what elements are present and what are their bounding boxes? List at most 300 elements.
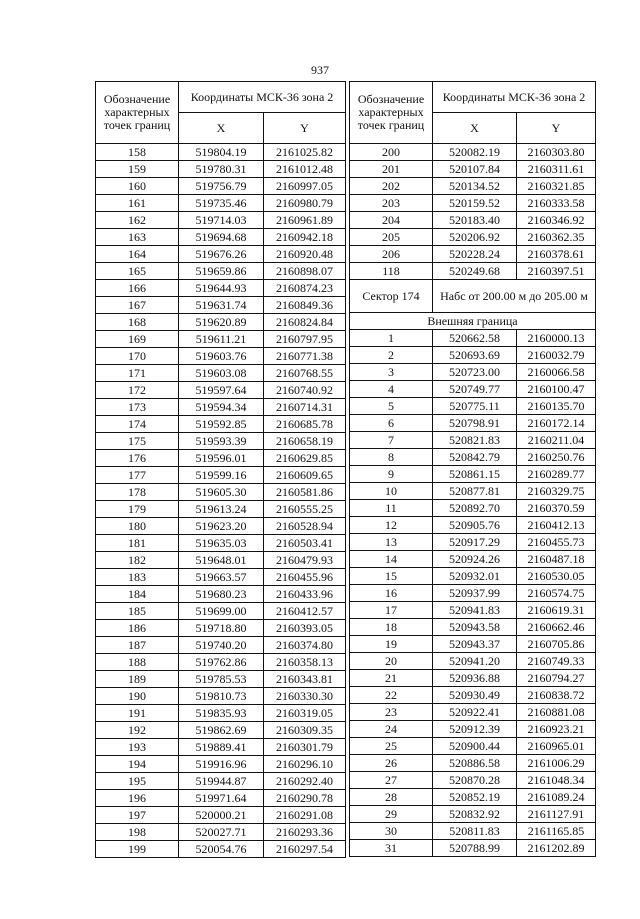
x-coordinate-cell: 520905.76 bbox=[433, 517, 517, 534]
point-id-cell: 158 bbox=[96, 144, 179, 161]
y-coordinate-cell: 2160000.13 bbox=[517, 330, 596, 347]
table-row bbox=[96, 603, 346, 620]
point-id-cell: 12 bbox=[350, 517, 433, 534]
x-coordinate-cell: 519740.20 bbox=[179, 637, 264, 654]
point-id-cell: 180 bbox=[96, 518, 179, 535]
point-id-cell: 10 bbox=[350, 483, 433, 500]
point-id-cell: 7 bbox=[350, 432, 433, 449]
sector-block bbox=[350, 280, 596, 330]
x-coordinate-cell: 520842.79 bbox=[433, 449, 517, 466]
table-row bbox=[350, 330, 596, 347]
x-coordinate-cell: 520749.77 bbox=[433, 381, 517, 398]
y-coordinate-cell: 2160874.23 bbox=[264, 280, 346, 297]
point-id-cell: 30 bbox=[350, 823, 433, 840]
point-id-cell: 11 bbox=[350, 500, 433, 517]
header-x: X bbox=[433, 113, 517, 144]
x-coordinate-cell: 519971.64 bbox=[179, 790, 264, 807]
y-coordinate-cell: 2160032.79 bbox=[517, 347, 596, 364]
table-row bbox=[350, 246, 596, 263]
table-row bbox=[96, 790, 346, 807]
table-row bbox=[350, 721, 596, 738]
header-y: Y bbox=[264, 113, 346, 144]
x-coordinate-cell: 519603.08 bbox=[179, 365, 264, 382]
y-coordinate-cell: 2160433.96 bbox=[264, 586, 346, 603]
table-row bbox=[96, 161, 346, 178]
point-id-cell: 19 bbox=[350, 636, 433, 653]
point-id-cell: 160 bbox=[96, 178, 179, 195]
table-row bbox=[96, 654, 346, 671]
x-coordinate-cell: 520877.81 bbox=[433, 483, 517, 500]
x-coordinate-cell: 519944.87 bbox=[179, 773, 264, 790]
point-id-cell: 5 bbox=[350, 398, 433, 415]
point-id-cell: 198 bbox=[96, 824, 179, 841]
x-coordinate-cell: 519631.74 bbox=[179, 297, 264, 314]
y-coordinate-cell: 2160135.70 bbox=[517, 398, 596, 415]
table-row bbox=[350, 517, 596, 534]
table-row bbox=[96, 314, 346, 331]
x-coordinate-cell: 520821.83 bbox=[433, 432, 517, 449]
x-coordinate-cell: 519714.03 bbox=[179, 212, 264, 229]
point-id-cell: 178 bbox=[96, 484, 179, 501]
y-coordinate-cell: 2160530.05 bbox=[517, 568, 596, 585]
point-id-cell: 170 bbox=[96, 348, 179, 365]
point-id-cell: 163 bbox=[96, 229, 179, 246]
table-row bbox=[350, 178, 596, 195]
y-coordinate-cell: 2160100.47 bbox=[517, 381, 596, 398]
table-row bbox=[96, 501, 346, 518]
table-row bbox=[350, 806, 596, 823]
x-coordinate-cell: 519718.80 bbox=[179, 620, 264, 637]
table-body-right-top bbox=[350, 144, 596, 280]
table-row bbox=[96, 382, 346, 399]
table-row bbox=[96, 195, 346, 212]
y-coordinate-cell: 2160740.92 bbox=[264, 382, 346, 399]
y-coordinate-cell: 2160961.89 bbox=[264, 212, 346, 229]
x-coordinate-cell: 520206.92 bbox=[433, 229, 517, 246]
x-coordinate-cell: 520937.99 bbox=[433, 585, 517, 602]
y-coordinate-cell: 2160920.48 bbox=[264, 246, 346, 263]
table-row bbox=[96, 739, 346, 756]
header-designation: Обозначение характерных точек границ bbox=[350, 82, 433, 144]
table-row bbox=[96, 552, 346, 569]
x-coordinate-cell: 519659.86 bbox=[179, 263, 264, 280]
table-row bbox=[96, 807, 346, 824]
x-coordinate-cell: 519596.01 bbox=[179, 450, 264, 467]
x-coordinate-cell: 519810.73 bbox=[179, 688, 264, 705]
y-coordinate-cell: 2160211.04 bbox=[517, 432, 596, 449]
y-coordinate-cell: 2160923.21 bbox=[517, 721, 596, 738]
x-coordinate-cell: 520249.68 bbox=[433, 263, 517, 280]
y-coordinate-cell: 2160370.59 bbox=[517, 500, 596, 517]
x-coordinate-cell: 519623.20 bbox=[179, 518, 264, 535]
point-id-cell: 26 bbox=[350, 755, 433, 772]
point-id-cell: 191 bbox=[96, 705, 179, 722]
y-coordinate-cell: 2160705.86 bbox=[517, 636, 596, 653]
x-coordinate-cell: 520932.01 bbox=[433, 568, 517, 585]
y-coordinate-cell: 2160455.73 bbox=[517, 534, 596, 551]
y-coordinate-cell: 2160629.85 bbox=[264, 450, 346, 467]
point-id-cell: 171 bbox=[96, 365, 179, 382]
y-coordinate-cell: 2160297.54 bbox=[264, 841, 346, 858]
y-coordinate-cell: 2161006.29 bbox=[517, 755, 596, 772]
x-coordinate-cell: 520832.92 bbox=[433, 806, 517, 823]
y-coordinate-cell: 2160794.27 bbox=[517, 670, 596, 687]
point-id-cell: 13 bbox=[350, 534, 433, 551]
table-row bbox=[96, 824, 346, 841]
point-id-cell: 20 bbox=[350, 653, 433, 670]
y-coordinate-cell: 2160487.18 bbox=[517, 551, 596, 568]
table-row bbox=[96, 671, 346, 688]
point-id-cell: 31 bbox=[350, 840, 433, 857]
x-coordinate-cell: 520183.40 bbox=[433, 212, 517, 229]
table-row bbox=[350, 687, 596, 704]
x-coordinate-cell: 520886.58 bbox=[433, 755, 517, 772]
y-coordinate-cell: 2160362.35 bbox=[517, 229, 596, 246]
y-coordinate-cell: 2160749.33 bbox=[517, 653, 596, 670]
point-id-cell: 206 bbox=[350, 246, 433, 263]
coordinates-table-left bbox=[95, 81, 346, 858]
x-coordinate-cell: 519916.96 bbox=[179, 756, 264, 773]
page-number: 937 bbox=[311, 63, 329, 77]
table-row bbox=[96, 297, 346, 314]
point-id-cell: 8 bbox=[350, 449, 433, 466]
point-id-cell: 201 bbox=[350, 161, 433, 178]
point-id-cell: 23 bbox=[350, 704, 433, 721]
table-row bbox=[350, 483, 596, 500]
y-coordinate-cell: 2160824.84 bbox=[264, 314, 346, 331]
y-coordinate-cell: 2160333.58 bbox=[517, 195, 596, 212]
table-row bbox=[350, 449, 596, 466]
x-coordinate-cell: 519889.41 bbox=[179, 739, 264, 756]
table-row bbox=[350, 415, 596, 432]
x-coordinate-cell: 519676.26 bbox=[179, 246, 264, 263]
table-row bbox=[350, 432, 596, 449]
point-id-cell: 167 bbox=[96, 297, 179, 314]
point-id-cell: 159 bbox=[96, 161, 179, 178]
x-coordinate-cell: 519699.00 bbox=[179, 603, 264, 620]
header-designation: Обозначение характерных точек границ bbox=[96, 82, 179, 144]
point-id-cell: 175 bbox=[96, 433, 179, 450]
x-coordinate-cell: 520693.69 bbox=[433, 347, 517, 364]
y-coordinate-cell: 2160768.55 bbox=[264, 365, 346, 382]
y-coordinate-cell: 2160296.10 bbox=[264, 756, 346, 773]
table-row bbox=[350, 670, 596, 687]
y-coordinate-cell: 2160619.31 bbox=[517, 602, 596, 619]
x-coordinate-cell: 519603.76 bbox=[179, 348, 264, 365]
x-coordinate-cell: 520134.52 bbox=[433, 178, 517, 195]
table-row bbox=[350, 636, 596, 653]
point-id-cell: 183 bbox=[96, 569, 179, 586]
x-coordinate-cell: 519644.93 bbox=[179, 280, 264, 297]
y-coordinate-cell: 2160797.95 bbox=[264, 331, 346, 348]
x-coordinate-cell: 520852.19 bbox=[433, 789, 517, 806]
y-coordinate-cell: 2160581.86 bbox=[264, 484, 346, 501]
y-coordinate-cell: 2160881.08 bbox=[517, 704, 596, 721]
point-id-cell: 173 bbox=[96, 399, 179, 416]
point-id-cell: 25 bbox=[350, 738, 433, 755]
y-coordinate-cell: 2160609.65 bbox=[264, 467, 346, 484]
point-id-cell: 9 bbox=[350, 466, 433, 483]
y-coordinate-cell: 2160066.58 bbox=[517, 364, 596, 381]
y-coordinate-cell: 2160378.61 bbox=[517, 246, 596, 263]
point-id-cell: 1 bbox=[350, 330, 433, 347]
point-id-cell: 176 bbox=[96, 450, 179, 467]
table-row bbox=[96, 144, 346, 161]
y-coordinate-cell: 2160685.78 bbox=[264, 416, 346, 433]
point-id-cell: 165 bbox=[96, 263, 179, 280]
header-x: X bbox=[179, 113, 264, 144]
x-coordinate-cell: 520811.83 bbox=[433, 823, 517, 840]
x-coordinate-cell: 520000.21 bbox=[179, 807, 264, 824]
y-coordinate-cell: 2160555.25 bbox=[264, 501, 346, 518]
point-id-cell: 168 bbox=[96, 314, 179, 331]
table-row bbox=[350, 551, 596, 568]
x-coordinate-cell: 520798.91 bbox=[433, 415, 517, 432]
y-coordinate-cell: 2160346.92 bbox=[517, 212, 596, 229]
x-coordinate-cell: 520930.49 bbox=[433, 687, 517, 704]
table-row bbox=[350, 398, 596, 415]
table-row bbox=[350, 381, 596, 398]
x-coordinate-cell: 519613.24 bbox=[179, 501, 264, 518]
table-row bbox=[350, 263, 596, 280]
point-id-cell: 169 bbox=[96, 331, 179, 348]
point-id-cell: 189 bbox=[96, 671, 179, 688]
table-row bbox=[96, 705, 346, 722]
point-id-cell: 24 bbox=[350, 721, 433, 738]
table-row bbox=[96, 280, 346, 297]
point-id-cell: 21 bbox=[350, 670, 433, 687]
table-row bbox=[350, 823, 596, 840]
x-coordinate-cell: 519597.64 bbox=[179, 382, 264, 399]
y-coordinate-cell: 2160849.36 bbox=[264, 297, 346, 314]
y-coordinate-cell: 2160293.36 bbox=[264, 824, 346, 841]
y-coordinate-cell: 2160942.18 bbox=[264, 229, 346, 246]
point-id-cell: 184 bbox=[96, 586, 179, 603]
table-row bbox=[96, 569, 346, 586]
y-coordinate-cell: 2160658.19 bbox=[264, 433, 346, 450]
point-id-cell: 187 bbox=[96, 637, 179, 654]
x-coordinate-cell: 520107.84 bbox=[433, 161, 517, 178]
point-id-cell: 202 bbox=[350, 178, 433, 195]
table-row bbox=[96, 518, 346, 535]
x-coordinate-cell: 520723.00 bbox=[433, 364, 517, 381]
y-coordinate-cell: 2160311.61 bbox=[517, 161, 596, 178]
coordinates-table-right bbox=[349, 81, 596, 857]
y-coordinate-cell: 2160291.08 bbox=[264, 807, 346, 824]
x-coordinate-cell: 519605.30 bbox=[179, 484, 264, 501]
table-row bbox=[350, 161, 596, 178]
point-id-cell: 179 bbox=[96, 501, 179, 518]
x-coordinate-cell: 520941.83 bbox=[433, 602, 517, 619]
y-coordinate-cell: 2160714.31 bbox=[264, 399, 346, 416]
subheading-row bbox=[350, 313, 596, 330]
point-id-cell: 161 bbox=[96, 195, 179, 212]
y-coordinate-cell: 2160479.93 bbox=[264, 552, 346, 569]
point-id-cell: 27 bbox=[350, 772, 433, 789]
table-row bbox=[350, 789, 596, 806]
y-coordinate-cell: 2160997.05 bbox=[264, 178, 346, 195]
point-id-cell: 16 bbox=[350, 585, 433, 602]
y-coordinate-cell: 2160771.38 bbox=[264, 348, 346, 365]
x-coordinate-cell: 520159.52 bbox=[433, 195, 517, 212]
point-id-cell: 194 bbox=[96, 756, 179, 773]
y-coordinate-cell: 2160292.40 bbox=[264, 773, 346, 790]
x-coordinate-cell: 520912.39 bbox=[433, 721, 517, 738]
y-coordinate-cell: 2160965.01 bbox=[517, 738, 596, 755]
table-row bbox=[350, 772, 596, 789]
y-coordinate-cell: 2161089.24 bbox=[517, 789, 596, 806]
table-row bbox=[350, 144, 596, 161]
header-coordinates: Координаты МСК-36 зона 2 bbox=[179, 82, 346, 113]
table-row bbox=[350, 534, 596, 551]
table-row bbox=[350, 653, 596, 670]
table-row bbox=[96, 773, 346, 790]
x-coordinate-cell: 519680.23 bbox=[179, 586, 264, 603]
table-row bbox=[96, 433, 346, 450]
table-row bbox=[350, 619, 596, 636]
point-id-cell: 22 bbox=[350, 687, 433, 704]
y-coordinate-cell: 2160289.77 bbox=[517, 466, 596, 483]
table-row bbox=[96, 535, 346, 552]
table-row bbox=[350, 229, 596, 246]
y-coordinate-cell: 2160574.75 bbox=[517, 585, 596, 602]
y-coordinate-cell: 2160838.72 bbox=[517, 687, 596, 704]
table-row bbox=[350, 212, 596, 229]
table-row bbox=[350, 602, 596, 619]
point-id-cell: 14 bbox=[350, 551, 433, 568]
x-coordinate-cell: 519611.21 bbox=[179, 331, 264, 348]
y-coordinate-cell: 2160528.94 bbox=[264, 518, 346, 535]
sector-subheading: Внешняя граница bbox=[350, 313, 596, 330]
point-id-cell: 192 bbox=[96, 722, 179, 739]
header-y: Y bbox=[517, 113, 596, 144]
point-id-cell: 174 bbox=[96, 416, 179, 433]
x-coordinate-cell: 519648.01 bbox=[179, 552, 264, 569]
y-coordinate-cell: 2160343.81 bbox=[264, 671, 346, 688]
x-coordinate-cell: 520917.29 bbox=[433, 534, 517, 551]
x-coordinate-cell: 519756.79 bbox=[179, 178, 264, 195]
y-coordinate-cell: 2160172.14 bbox=[517, 415, 596, 432]
table-row bbox=[96, 637, 346, 654]
point-id-cell: 6 bbox=[350, 415, 433, 432]
point-id-cell: 197 bbox=[96, 807, 179, 824]
x-coordinate-cell: 519780.31 bbox=[179, 161, 264, 178]
point-id-cell: 193 bbox=[96, 739, 179, 756]
table-body-right-bottom bbox=[350, 330, 596, 857]
point-id-cell: 166 bbox=[96, 280, 179, 297]
table-row bbox=[96, 841, 346, 858]
y-coordinate-cell: 2160397.51 bbox=[517, 263, 596, 280]
x-coordinate-cell: 520082.19 bbox=[433, 144, 517, 161]
y-coordinate-cell: 2161127.91 bbox=[517, 806, 596, 823]
table-row bbox=[96, 246, 346, 263]
x-coordinate-cell: 519594.34 bbox=[179, 399, 264, 416]
y-coordinate-cell: 2160412.13 bbox=[517, 517, 596, 534]
y-coordinate-cell: 2160503.41 bbox=[264, 535, 346, 552]
sector-label: Сектор 174 bbox=[350, 280, 433, 313]
table-row bbox=[350, 466, 596, 483]
y-coordinate-cell: 2160330.30 bbox=[264, 688, 346, 705]
y-coordinate-cell: 2160393.05 bbox=[264, 620, 346, 637]
point-id-cell: 199 bbox=[96, 841, 179, 858]
point-id-cell: 18 bbox=[350, 619, 433, 636]
point-id-cell: 205 bbox=[350, 229, 433, 246]
x-coordinate-cell: 519862.69 bbox=[179, 722, 264, 739]
table-row bbox=[96, 399, 346, 416]
table-row bbox=[96, 263, 346, 280]
point-id-cell: 17 bbox=[350, 602, 433, 619]
point-id-cell: 188 bbox=[96, 654, 179, 671]
x-coordinate-cell: 520775.11 bbox=[433, 398, 517, 415]
table-row bbox=[350, 738, 596, 755]
table-row bbox=[96, 212, 346, 229]
x-coordinate-cell: 520662.58 bbox=[433, 330, 517, 347]
x-coordinate-cell: 520936.88 bbox=[433, 670, 517, 687]
point-id-cell: 200 bbox=[350, 144, 433, 161]
x-coordinate-cell: 519804.19 bbox=[179, 144, 264, 161]
y-coordinate-cell: 2160980.79 bbox=[264, 195, 346, 212]
x-coordinate-cell: 519694.68 bbox=[179, 229, 264, 246]
x-coordinate-cell: 520861.15 bbox=[433, 466, 517, 483]
x-coordinate-cell: 520943.58 bbox=[433, 619, 517, 636]
y-coordinate-cell: 2160290.78 bbox=[264, 790, 346, 807]
x-coordinate-cell: 519593.39 bbox=[179, 433, 264, 450]
point-id-cell: 118 bbox=[350, 263, 433, 280]
y-coordinate-cell: 2160455.96 bbox=[264, 569, 346, 586]
x-coordinate-cell: 519592.85 bbox=[179, 416, 264, 433]
point-id-cell: 164 bbox=[96, 246, 179, 263]
point-id-cell: 28 bbox=[350, 789, 433, 806]
y-coordinate-cell: 2160329.75 bbox=[517, 483, 596, 500]
y-coordinate-cell: 2160412.57 bbox=[264, 603, 346, 620]
y-coordinate-cell: 2160303.80 bbox=[517, 144, 596, 161]
point-id-cell: 172 bbox=[96, 382, 179, 399]
x-coordinate-cell: 519762.86 bbox=[179, 654, 264, 671]
x-coordinate-cell: 519735.46 bbox=[179, 195, 264, 212]
header-coordinates: Координаты МСК-36 зона 2 bbox=[433, 82, 596, 113]
y-coordinate-cell: 2160321.85 bbox=[517, 178, 596, 195]
point-id-cell: 15 bbox=[350, 568, 433, 585]
sector-row bbox=[350, 280, 596, 313]
y-coordinate-cell: 2161025.82 bbox=[264, 144, 346, 161]
table-row bbox=[350, 364, 596, 381]
table-row bbox=[96, 722, 346, 739]
y-coordinate-cell: 2161165.85 bbox=[517, 823, 596, 840]
table-body-left bbox=[96, 144, 346, 858]
x-coordinate-cell: 520892.70 bbox=[433, 500, 517, 517]
table-row bbox=[96, 450, 346, 467]
x-coordinate-cell: 520941.20 bbox=[433, 653, 517, 670]
point-id-cell: 3 bbox=[350, 364, 433, 381]
table-row bbox=[96, 416, 346, 433]
table-row bbox=[96, 484, 346, 501]
x-coordinate-cell: 520924.26 bbox=[433, 551, 517, 568]
table-row bbox=[350, 840, 596, 857]
point-id-cell: 186 bbox=[96, 620, 179, 637]
table-row bbox=[350, 755, 596, 772]
point-id-cell: 29 bbox=[350, 806, 433, 823]
point-id-cell: 182 bbox=[96, 552, 179, 569]
table-row bbox=[96, 348, 346, 365]
x-coordinate-cell: 520054.76 bbox=[179, 841, 264, 858]
table-row bbox=[96, 586, 346, 603]
point-id-cell: 162 bbox=[96, 212, 179, 229]
x-coordinate-cell: 520922.41 bbox=[433, 704, 517, 721]
point-id-cell: 2 bbox=[350, 347, 433, 364]
y-coordinate-cell: 2161048.34 bbox=[517, 772, 596, 789]
table-row bbox=[96, 178, 346, 195]
table-row bbox=[350, 568, 596, 585]
